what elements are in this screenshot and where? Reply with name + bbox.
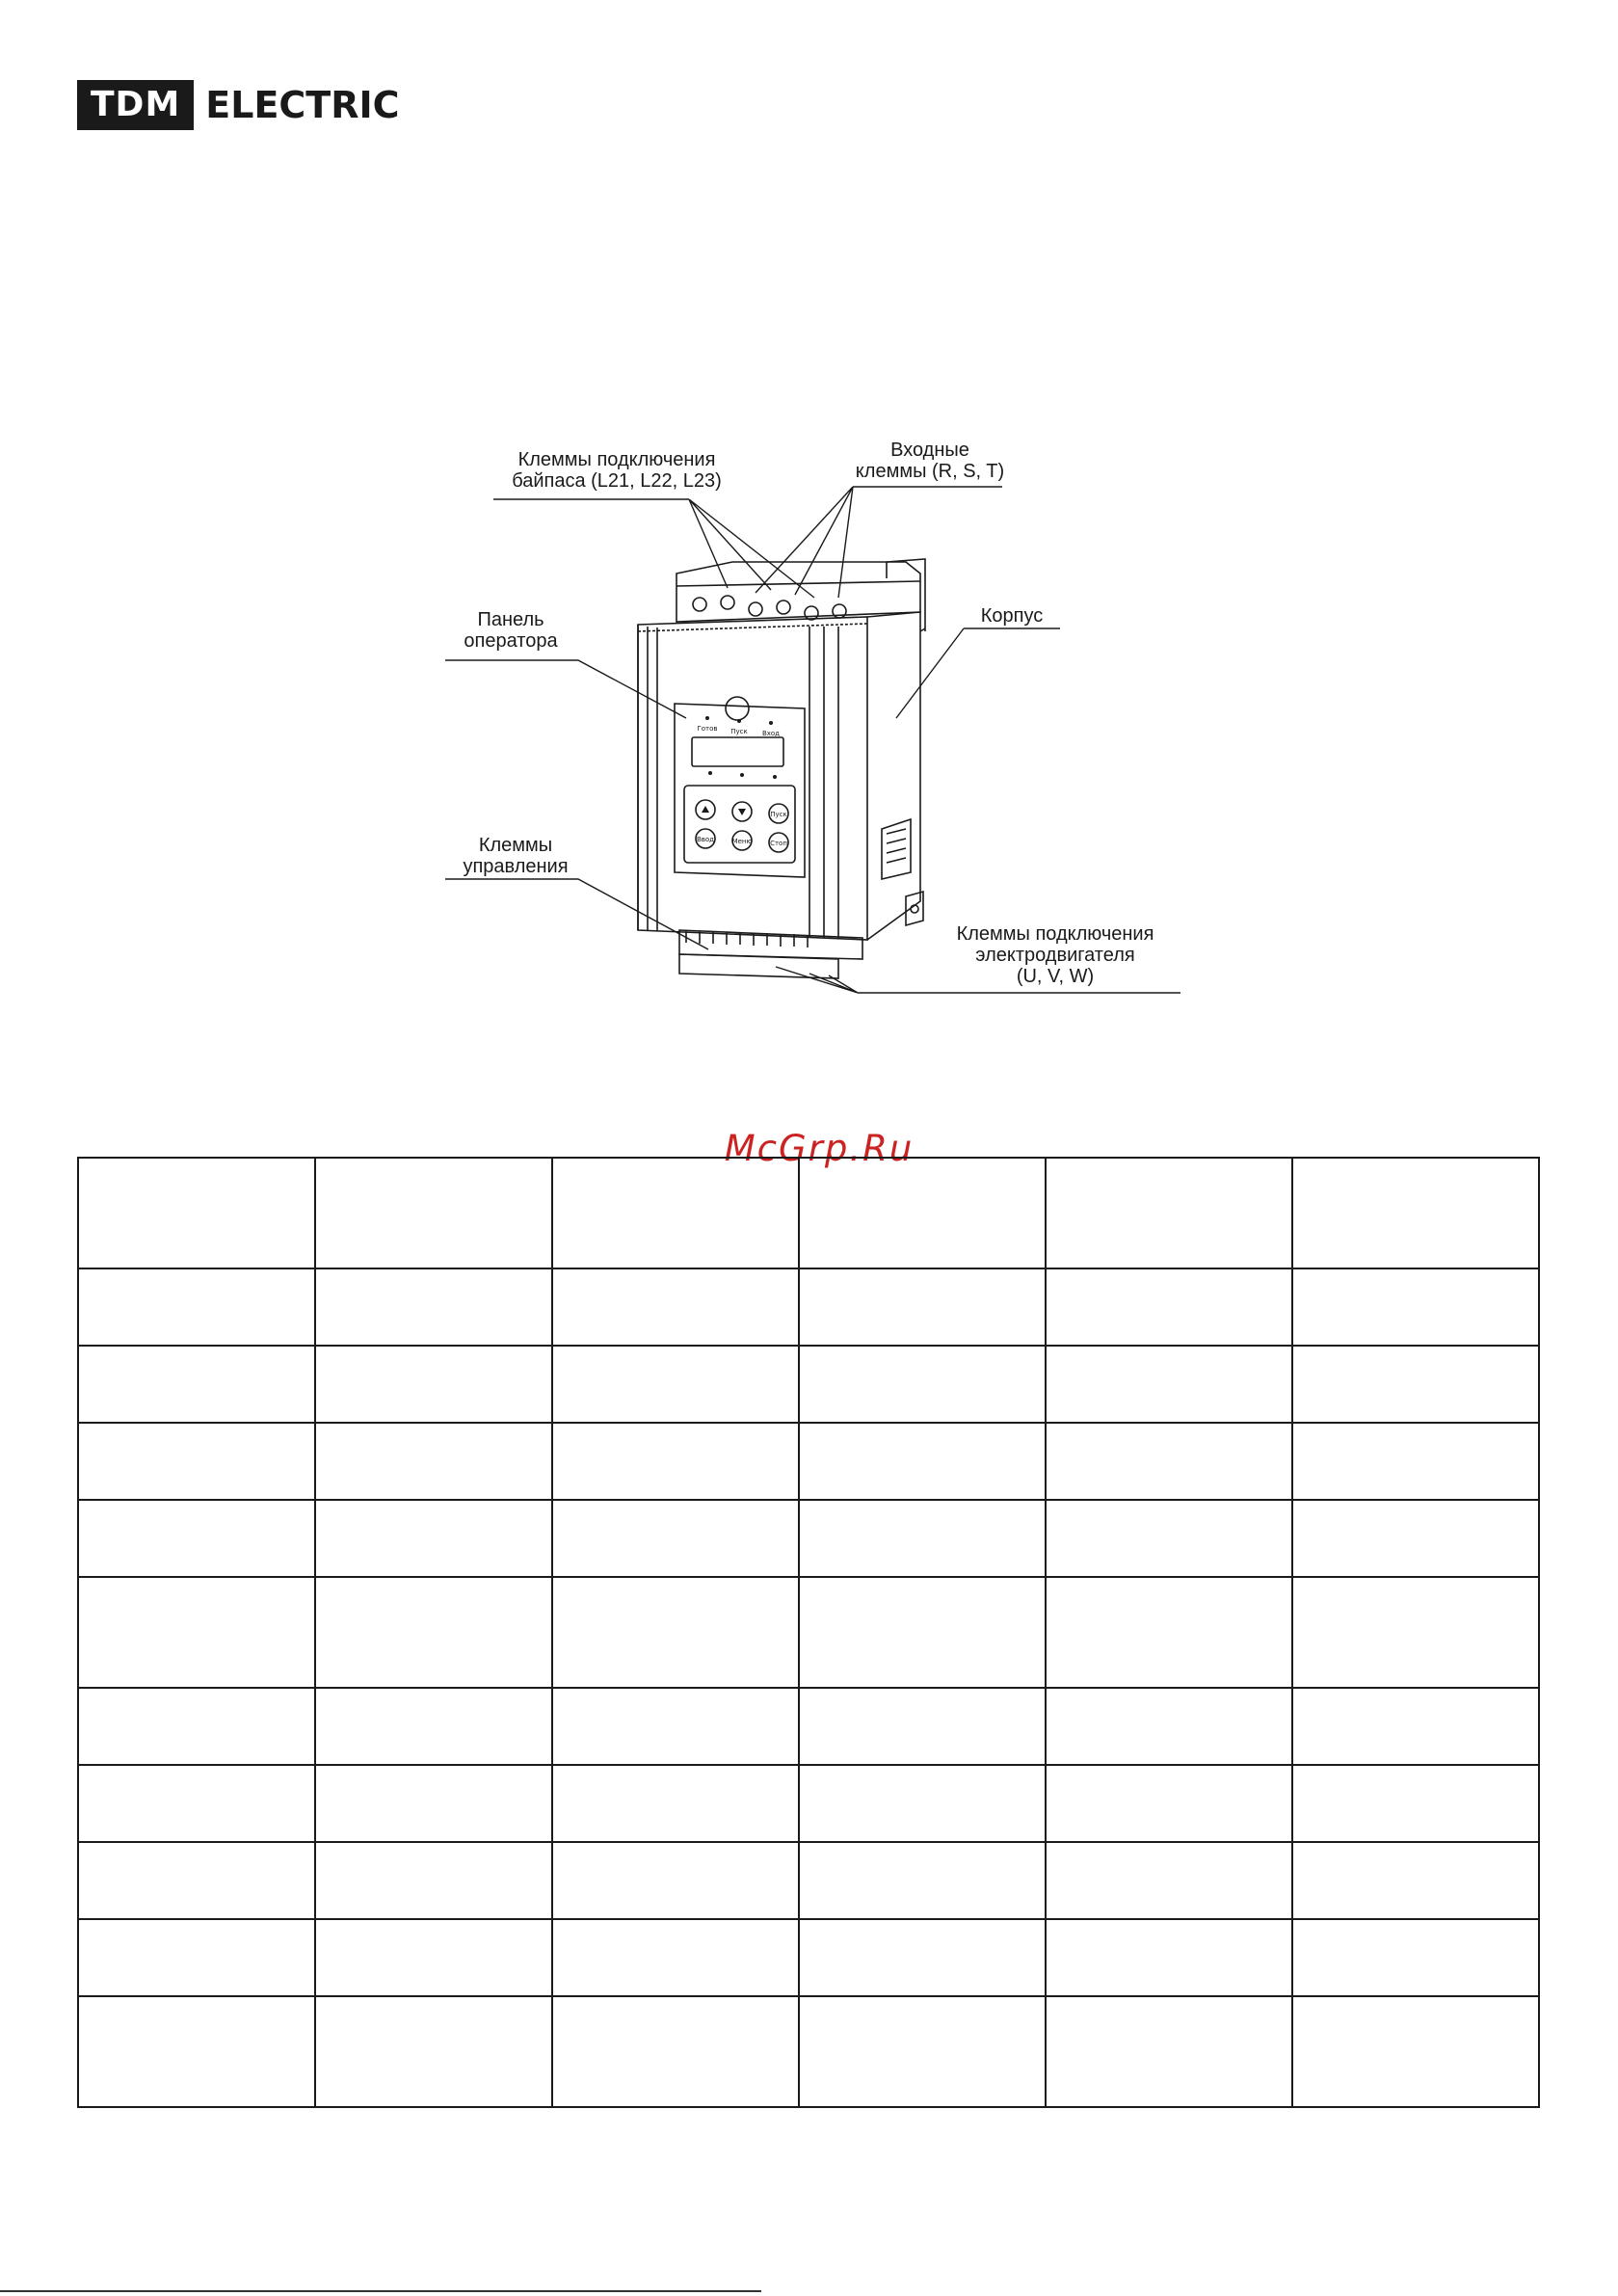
- table-cell: [552, 1268, 799, 1346]
- table-cell: [78, 1500, 315, 1577]
- table-cell: [1046, 1688, 1293, 1765]
- label-motor-terminals: Клеммы подключения электродвигателя (U, V, W): [956, 923, 1154, 987]
- table-cell: [315, 1423, 553, 1500]
- table-row: [78, 1158, 1539, 1268]
- table-cell: [799, 1500, 1046, 1577]
- table-cell: [1046, 1158, 1293, 1268]
- housing-front: [638, 617, 867, 940]
- table-cell: [315, 1919, 553, 1996]
- table-cell: [1046, 1577, 1293, 1688]
- table-cell: [1292, 1842, 1539, 1919]
- table-cell: [78, 1842, 315, 1919]
- table-cell: [1046, 1996, 1293, 2107]
- key-start-label: Пуск: [770, 811, 787, 818]
- table-cell: [315, 1500, 553, 1577]
- footer-rule: [0, 2290, 761, 2292]
- leader-bypass: [493, 499, 814, 598]
- table-cell: [78, 1688, 315, 1765]
- table-cell: [1292, 1688, 1539, 1765]
- table-cell: [78, 1158, 315, 1268]
- panel-keypad: [684, 786, 795, 863]
- indicator-start: Пуск: [730, 728, 748, 735]
- table-cell: [1292, 1500, 1539, 1577]
- logo-wordmark: ELECTRIC: [205, 84, 400, 126]
- watermark: McGrp.Ru: [724, 1128, 915, 1169]
- table-row: [78, 1423, 1539, 1500]
- table-cell: [315, 1346, 553, 1423]
- table-cell: [799, 1423, 1046, 1500]
- table-cell: [552, 1346, 799, 1423]
- table-cell: [78, 1423, 315, 1500]
- table-cell: [552, 1577, 799, 1688]
- table-row: [78, 1500, 1539, 1577]
- table-cell: [1046, 1919, 1293, 1996]
- table-cell: [1046, 1500, 1293, 1577]
- label-control-terminals: Клеммы управления: [463, 835, 569, 877]
- table-cell: [78, 1577, 315, 1688]
- table-cell: [1046, 1423, 1293, 1500]
- table-cell: [799, 1268, 1046, 1346]
- logo-mark: TDM: [77, 80, 194, 130]
- table-cell: [78, 1996, 315, 2107]
- table-cell: [799, 1577, 1046, 1688]
- table-cell: [1046, 1842, 1293, 1919]
- table-cell: [799, 1919, 1046, 1996]
- table-cell: [1046, 1765, 1293, 1842]
- table-cell: [1292, 1577, 1539, 1688]
- table-cell: [78, 1765, 315, 1842]
- table-cell: [552, 1842, 799, 1919]
- label-housing: Корпус: [980, 605, 1044, 627]
- table-row: [78, 1268, 1539, 1346]
- table-cell: [552, 1158, 799, 1268]
- table-cell: [552, 1996, 799, 2107]
- table-cell: [799, 1688, 1046, 1765]
- rear-mounting-plate: [887, 559, 925, 631]
- table-cell: [78, 1346, 315, 1423]
- table-row: [78, 1996, 1539, 2107]
- table-cell: [552, 1500, 799, 1577]
- spec-table: [77, 1157, 1540, 2108]
- soft-starter-diagram: [0, 0, 1618, 1108]
- label-operator-panel: Панель оператора: [464, 609, 558, 652]
- table-row: [78, 1346, 1539, 1423]
- table-cell: [552, 1688, 799, 1765]
- motor-terminal-block: [679, 954, 838, 978]
- top-terminal-block: [676, 562, 920, 622]
- table-cell: [1292, 1346, 1539, 1423]
- table-cell: [1292, 1765, 1539, 1842]
- table-row: [78, 1919, 1539, 1996]
- table-cell: [315, 1842, 553, 1919]
- table-cell: [1046, 1346, 1293, 1423]
- table-row: [78, 1577, 1539, 1688]
- table-cell: [315, 1268, 553, 1346]
- table-cell: [552, 1423, 799, 1500]
- rating-label: [882, 819, 911, 879]
- table-cell: [1292, 1919, 1539, 1996]
- key-enter-label: Ввод: [696, 836, 715, 843]
- indicator-input: Вход: [761, 730, 781, 737]
- table-cell: [799, 1765, 1046, 1842]
- table-cell: [315, 1996, 553, 2107]
- table-cell: [552, 1919, 799, 1996]
- table-cell: [1292, 1996, 1539, 2107]
- table-cell: [1046, 1268, 1293, 1346]
- panel-display: [692, 737, 783, 766]
- table-row: [78, 1688, 1539, 1765]
- key-menu-label: Меню: [731, 838, 753, 845]
- table-row: [78, 1765, 1539, 1842]
- label-bypass-terminals: Клеммы подключения байпаса (L21, L22, L23): [512, 449, 722, 492]
- table-cell: [315, 1688, 553, 1765]
- table-cell: [1292, 1423, 1539, 1500]
- table-cell: [315, 1577, 553, 1688]
- table-cell: [799, 1158, 1046, 1268]
- leader-control: [445, 879, 708, 949]
- table-cell: [1292, 1158, 1539, 1268]
- table-cell: [78, 1919, 315, 1996]
- table-row: [78, 1842, 1539, 1919]
- table-cell: [1292, 1268, 1539, 1346]
- leader-panel: [445, 660, 686, 718]
- indicator-ready: Готов: [697, 725, 718, 733]
- table-cell: [799, 1842, 1046, 1919]
- table-cell: [78, 1268, 315, 1346]
- table-cell: [315, 1158, 553, 1268]
- table-cell: [799, 1346, 1046, 1423]
- table-cell: [552, 1765, 799, 1842]
- label-input-terminals: Входные клеммы (R, S, T): [855, 440, 1005, 482]
- housing-side: [867, 612, 920, 940]
- table-cell: [799, 1996, 1046, 2107]
- key-stop-label: Стоп: [770, 840, 787, 847]
- table-cell: [315, 1765, 553, 1842]
